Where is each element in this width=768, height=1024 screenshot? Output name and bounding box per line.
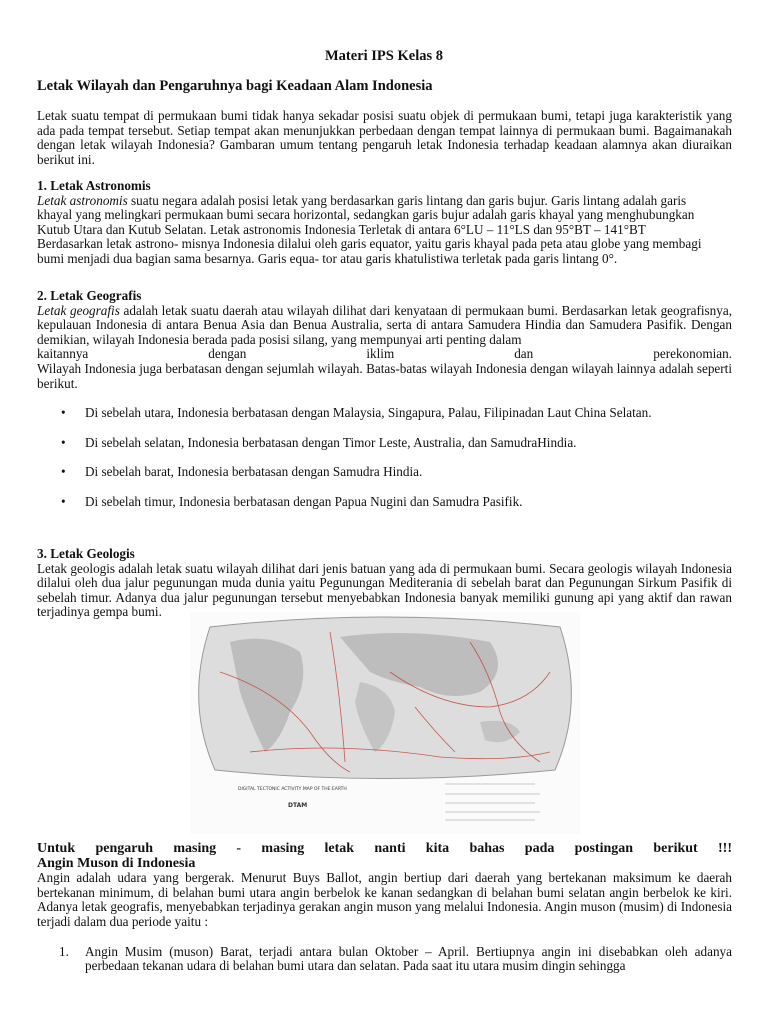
document-title: Materi IPS Kelas 8 xyxy=(325,48,443,64)
tectonic-map-image xyxy=(190,612,580,834)
closing-note: Untuk pengaruh masing - masing letak nanti kita bahas pada postingan berikut !!! xyxy=(37,841,732,856)
section-heading: 1. Letak Astronomis xyxy=(37,178,151,193)
term: Letak astronomis xyxy=(37,192,128,208)
section-heading: 2. Letak Geografis xyxy=(37,288,142,303)
section-text-2: Wilayah Indonesia juga berbatasan dengan sejumlah wilayah. Batas-batas wilayah Indonesia dengan wilayah lainnya adalah seperti berikut. xyxy=(37,360,732,391)
section-geografis xyxy=(37,289,732,524)
item-number: 1. xyxy=(59,943,69,959)
list-item: • Di sebelah barat, Indonesia berbatasan dengan Samudra Hindia. xyxy=(37,465,732,495)
section-text: Angin adalah udara yang bergerak. Menurut Buys Ballot, angin bertiup dari daerah yang bertekanan maksimum ke daerah bertekanan minimum, di belahan bumi utara angin berbelok ke kanan sedangkan di belahan bumi selatan angin berbelok ke kiri. Adanya letak geografis, menyebabkan terjadinya gerakan angin muson yang melalui Indonesia. Angin muson (musim) di Indonesia terjadi dalam dua periode yaitu : xyxy=(37,870,732,929)
list-item: • Di sebelah selatan, Indonesia berbatasan dengan Timor Leste, Australia, dan SamudraHindia. xyxy=(37,436,732,466)
border-list xyxy=(37,406,732,524)
section-text-end: kaitannya dengan iklim dan perekonomian. xyxy=(37,346,732,362)
main-heading-text: Letak Wilayah dan Pengaruhnya bagi Keadaan Alam Indonesia xyxy=(37,78,433,94)
map-abbr: DTAM xyxy=(288,802,308,809)
section-heading: 3. Letak Geologis xyxy=(37,546,135,561)
map-title: DIGITAL TECTONIC ACTIVITY MAP OF THE EARTH xyxy=(238,787,347,792)
section-geologis xyxy=(37,547,732,620)
item-text: Angin Musim (muson) Barat, terjadi antara bulan Oktober – April. Bertiupnya angin ini disebabkan oleh adanya perbedaan tekanan udara di belahan bumi utara dan selatan. Pada saat itu utara musim dingin sehingga xyxy=(85,943,732,974)
term: Letak geografis xyxy=(37,302,120,318)
section-muson xyxy=(37,842,732,974)
intro-paragraph: Letak suatu tempat di permukaan bumi tidak hanya sekadar posisi suatu objek di permukaan bumi, tetapi juga karakteristik yang ada pada tempat tersebut. Setiap tempat akan menunjukkan perbedaan dengan tempat lainnya di permukaan bumi. Bagaimanakah dengan letak wilayah Indonesia? Gambaran umum tentang pengaruh letak Indonesia terhadap keadaan alamnya akan diuraikan berikut ini. xyxy=(37,108,732,167)
main-heading xyxy=(37,79,732,94)
numbered-list-item xyxy=(37,945,732,974)
section-text: adalah letak suatu daerah atau wilayah dilihat dari kenyataan di permukaan bumi. Berdasarkan letak geografisnya, kepulauan Indonesia di antara Benua Asia dan Benua Australia, serta di antara Samudera Hindia dan Samudera Pasifik. Dengan demikian, wilayah Indonesia berada pada posisi silang, yang mempunyai arti penting dalam xyxy=(37,302,732,347)
section-text: Letak geologis adalah letak suatu wilayah dilihat dari jenis batuan yang ada di permukaan bumi. Secara geologis wilayah Indonesia dilalui oleh dua jalur pegunungan muda dunia yaitu Pegunungan Mediterania di sebelah barat dan Pegunungan Sirkum Pasifik di sebelah timur. Adanya dua jalur pegunungan tersebut menyebabkan Indonesia banyak memiliki gunung api yang aktif dan rawan terjadinya gempa bumi. xyxy=(37,560,732,620)
section-astronomis xyxy=(37,179,732,267)
list-item: • Di sebelah timur, Indonesia berbatasan dengan Papua Nugini dan Samudra Pasifik. xyxy=(37,495,732,525)
list-item: • Di sebelah utara, Indonesia berbatasan dengan Malaysia, Singapura, Palau, Filipinadan Laut China Selatan. xyxy=(37,406,732,436)
world-map-graphic xyxy=(190,612,580,834)
section-text: suatu negara adalah posisi letak yang berdasarkan garis lintang dan garis bujur. Garis lintang adalah garis khayal yang melingkari permukaan bumi secara horizontal, sedangkan garis bujur adalah garis khayal yang menghubungkan Kutub Utara dan Kutub Selatan. Letak astronomis Indonesia Terletak di antara 6°LU – 11°LS dan 95°BT – 141°BT Berdasarkan letak astrono- misnya Indonesia dilalui oleh garis equator, yaitu garis khayal pada peta atau globe yang membagi bumi menjadi dua bagian sama besarnya. Garis equa- tor atau garis khatulistiwa terletak pada garis lintang 0°. xyxy=(37,192,702,266)
section-heading: Angin Muson di Indonesia xyxy=(37,855,196,871)
